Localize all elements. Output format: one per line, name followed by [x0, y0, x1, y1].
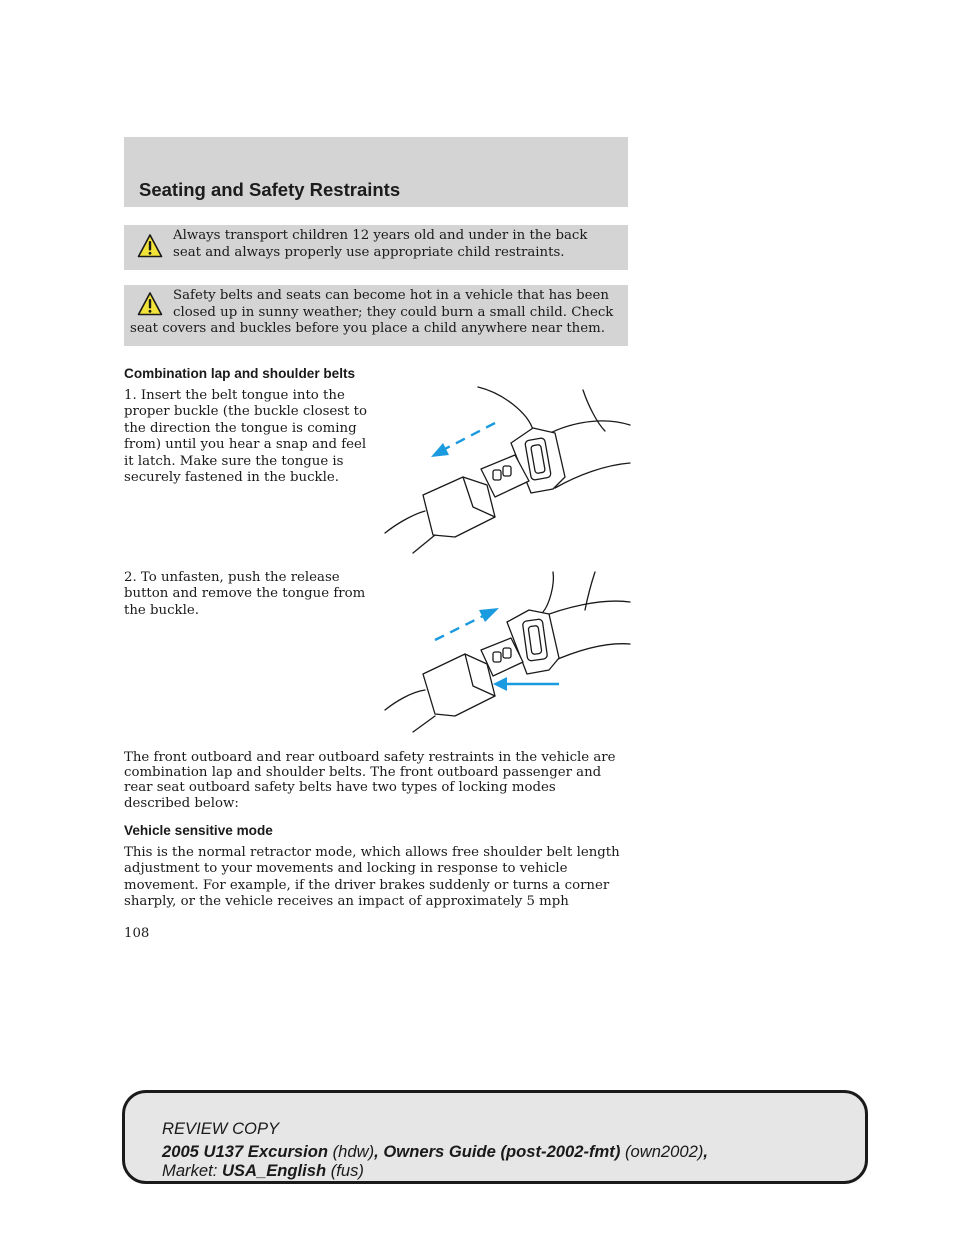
warning-box — [124, 225, 628, 270]
section-title: Seating and Safety Restraints — [139, 179, 401, 200]
footer-market-line — [162, 1161, 364, 1181]
page-number: 108 — [124, 926, 150, 941]
step1-text — [124, 388, 367, 486]
warning-box — [124, 285, 628, 346]
step2-line: button and remove the tongue from — [124, 586, 366, 602]
footer-document-line — [162, 1142, 708, 1162]
paragraph-line: This is the normal retractor mode, which allows free shoulder belt length — [124, 845, 620, 860]
footer-guide: Owners Guide (post-2002-fmt) — [383, 1142, 621, 1161]
footer-model-code: (hdw) — [328, 1142, 375, 1161]
paragraph-line: movement. For example, if the driver brakes suddenly or turns a corner — [124, 877, 610, 893]
footer-model: 2005 U137 Excursion — [162, 1142, 329, 1161]
review-copy-footer — [122, 1090, 868, 1184]
step1-line: proper buckle (the buckle closest to — [124, 404, 368, 420]
paragraph-line: The front outboard and rear outboard safety restraints in the vehicle are — [124, 750, 616, 765]
combo-belts-heading: Combination lap and shoulder belts — [124, 366, 356, 381]
step1-line: from) until you hear a snap and feel — [124, 437, 367, 453]
step2-line: 2. To unfasten, push the release — [124, 570, 340, 585]
paragraph-line: combination lap and shoulder belts. The front outboard passenger and — [124, 765, 602, 781]
paragraph-line: rear seat outboard safety belts have two types of locking modes — [124, 780, 556, 796]
warning-triangle-icon — [137, 291, 163, 317]
footer-market-label: Market: — [162, 1161, 222, 1180]
footer-market-code: (fus) — [326, 1161, 364, 1180]
warning-text-line: Safety belts and seats can become hot in a vehicle that has been — [173, 288, 609, 303]
vehicle-sensitive-heading: Vehicle sensitive mode — [124, 823, 273, 838]
step1-line: 1. Insert the belt tongue into the — [124, 388, 345, 403]
belt-release-illustration — [383, 570, 633, 740]
paragraph-line: sharply, or the vehicle receives an impact of approximately 5 mph — [124, 894, 569, 910]
outboard-restraints-paragraph — [124, 750, 616, 811]
section-header-band — [124, 137, 628, 207]
footer-guide-code: (own2002) — [620, 1142, 704, 1161]
step2-text — [124, 570, 365, 619]
warning-text-line: seat and always properly use appropriate child restraints. — [173, 244, 565, 260]
step1-line: securely fastened in the buckle. — [124, 470, 339, 486]
belt-insert-illustration — [383, 385, 633, 555]
paragraph-line: adjustment to your movements and locking in response to vehicle — [124, 861, 568, 877]
warning-triangle-icon — [137, 233, 163, 259]
vehicle-sensitive-paragraph — [124, 845, 620, 911]
step2-line: the buckle. — [124, 602, 199, 618]
step1-line: the direction the tongue is coming — [124, 420, 357, 436]
paragraph-line: described below: — [124, 795, 239, 811]
step1-line: it latch. Make sure the tongue is — [124, 453, 344, 469]
warning-text-line: closed up in sunny weather; they could burn a small child. Check — [173, 304, 614, 320]
footer-separator: , — [703, 1142, 709, 1161]
warning-text-line: seat covers and buckles before you place a child anywhere near them. — [130, 321, 605, 336]
footer-market: USA_English — [221, 1161, 327, 1180]
review-copy-label: REVIEW COPY — [162, 1119, 280, 1138]
warning-text-line: Always transport children 12 years old and under in the back — [173, 228, 588, 243]
footer-separator: , — [374, 1142, 384, 1161]
